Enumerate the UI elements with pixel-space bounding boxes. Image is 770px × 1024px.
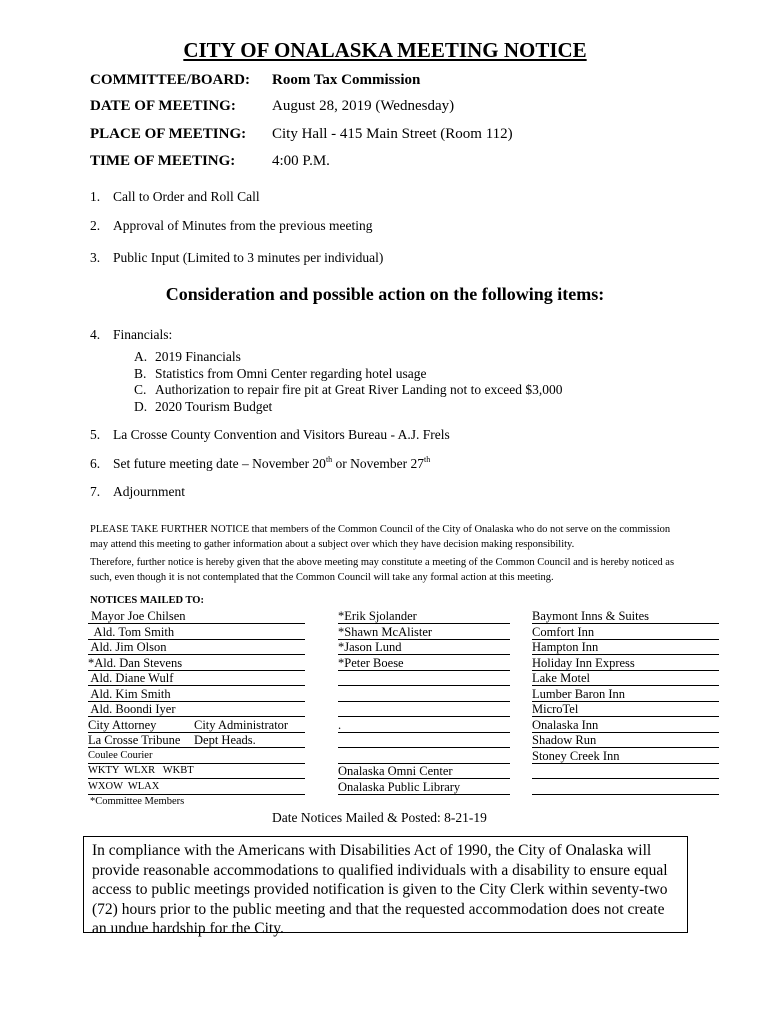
mailing-cell [338,780,510,795]
mailing-recipient: La Crosse Tribune [88,733,181,747]
mailing-cell [532,780,719,795]
mailing-recipient-secondary: City Administrator [194,717,289,732]
mailing-recipient: Comfort Inn [532,624,595,639]
mailing-recipient: MicroTel [532,702,579,716]
ordinal-suffix: th [424,455,431,464]
mailing-cell [338,702,510,717]
item-number: 3. [90,250,101,265]
agenda-item-3 [90,250,383,266]
sub-number: A. [134,349,148,364]
page-title: CITY OF ONALASKA MEETING NOTICE [183,38,587,62]
therefore-notice-paragraph: Therefore, further notice is hereby given that the above meeting may constitute a meeting of the Common Council and is hereby noticed as such, even though it is not contemplated that the Common Council will take any formal action at this meeting. [90,557,675,583]
mailing-cell [88,671,305,686]
mailing-cell [338,609,510,624]
mailing-recipient: City Attorney [88,717,157,732]
mailing-cell [88,749,305,764]
mailing-recipient: Ald. Kim Smith [88,686,171,701]
mailing-cell [532,749,719,764]
mailing-recipient: Lumber Baron Inn [532,686,626,701]
date-label: DATE OF MEETING: [90,98,236,114]
mailing-recipient-secondary: Dept Heads. [194,733,256,747]
mailing-recipient: *Shawn McAlister [338,624,433,639]
item-text: Public Input (Limited to 3 minutes per individual) [113,250,384,265]
sub-number: D. [134,399,148,414]
mailing-cell [88,687,305,702]
mailing-recipient: Hampton Inn [532,640,599,654]
mailing-recipient: Baymont Inns & Suites [532,609,650,623]
item-number: 6. [90,456,101,471]
mailing-recipient: Mayor Joe Chilsen [88,609,186,623]
mailing-cell [338,687,510,702]
mailing-cell [88,718,305,733]
agenda-item-1 [90,189,260,205]
mailing-cell [338,625,510,640]
sub-text: 2020 Tourism Budget [155,399,273,414]
mailing-cell [532,625,719,640]
item-text: Set future meeting date – November 20 [113,456,326,471]
mailing-cell [532,702,719,717]
committee-members-note: *Committee Members [90,796,185,807]
mailing-recipient: *Peter Boese [338,655,404,670]
mailing-cell [532,718,719,733]
committee-label: COMMITTEE/BOARD: [90,72,251,88]
mailing-cell [88,702,305,717]
sub-item-c [134,382,563,398]
mailing-cell [88,640,305,655]
mailing-recipient: Onalaska Public Library [338,779,461,794]
mailing-recipient: Onalaska Inn [532,717,599,732]
mailing-recipient: Stoney Creek Inn [532,748,620,763]
mailing-recipient: Ald. Boondi Iyer [88,702,176,716]
mailing-cell [88,625,305,640]
mailing-recipient: *Jason Lund [338,640,402,654]
mailing-recipient: Shadow Run [532,733,597,747]
mailing-cell [338,733,510,748]
mailing-cell [338,718,510,733]
item-number: 5. [90,427,101,442]
date-value: August 28, 2019 (Wednesday) [272,98,455,114]
mailing-cell [532,687,719,702]
item-text: Adjournment [113,484,185,499]
mailing-recipient: . [338,717,342,732]
agenda-item-4 [90,327,172,343]
time-value: 4:00 P.M. [272,153,330,169]
mailing-recipient: *Erik Sjolander [338,609,417,623]
item-number: 4. [90,327,101,342]
sub-text: 2019 Financials [155,349,241,364]
agenda-item-7 [90,484,185,500]
item-text: Call to Order and Roll Call [113,189,260,204]
mailing-cell [338,671,510,686]
mailing-cell [532,733,719,748]
agenda-item-6 [90,456,430,472]
mailing-recipient: Lake Motel [532,671,590,685]
mailing-recipient: Holiday Inn Express [532,655,635,670]
mailing-cell [338,749,510,764]
mailing-cell [532,671,719,686]
agenda-item-5 [90,427,450,443]
mailing-recipient: Ald. Tom Smith [88,624,175,639]
place-value: City Hall - 415 Main Street (Room 112) [272,126,513,142]
item-text: Approval of Minutes from the previous meeting [113,218,373,233]
mailing-recipient: Coulee Courier [88,749,153,761]
item-number: 7. [90,484,101,499]
mailing-cell [532,609,719,624]
sub-text: Statistics from Omni Center regarding hotel usage [155,366,427,381]
item-text-cont: or November 27 [332,456,425,471]
item-text: Financials: [113,327,173,342]
mailing-recipient: WKTY WLXR WKBT [88,765,194,776]
mailing-cell [338,656,510,671]
mailing-cell [88,764,305,779]
sub-item-b [134,366,426,382]
committee-value: Room Tax Commission [272,72,421,88]
ada-compliance-box: In compliance with the Americans with Disabilities Act of 1990, the City of Onalaska will provide reasonable accommodations to qualified individuals with a disability to ensure equal access to public meetings provided notification is given to the City Clerk within seventy-two (72) hours prior to the public meeting and that the requested accommodation does not create an undue hardship for the City. [83,836,688,933]
mailing-cell [88,780,305,795]
mailing-cell [532,656,719,671]
notices-mailed-heading: NOTICES MAILED TO: [90,595,204,606]
item-number: 1. [90,189,101,204]
time-label: TIME OF MEETING: [90,153,236,169]
sub-item-a [134,349,241,365]
sub-text: Authorization to repair fire pit at Great River Landing not to exceed $3,000 [155,382,563,397]
item-text: La Crosse County Convention and Visitors Bureau - A.J. Frels [113,427,450,442]
mailing-recipient: WXOW WLAX [88,780,160,792]
mailing-cell [532,764,719,779]
place-label: PLACE OF MEETING: [90,126,247,142]
mailing-cell [338,764,510,779]
mailing-recipient: Ald. Jim Olson [88,640,167,654]
sub-number: B. [134,366,147,381]
mailing-cell [88,733,305,748]
mailing-recipient: *Ald. Dan Stevens [88,655,183,670]
date-posted: Date Notices Mailed & Posted: 8-21-19 [272,810,487,825]
mailing-cell [88,609,305,624]
agenda-item-2 [90,218,372,234]
item-number: 2. [90,218,101,233]
mailing-cell [338,640,510,655]
ordinal-suffix: th [325,455,333,464]
mailing-recipient: Ald. Diane Wulf [88,671,174,685]
mailing-recipient: Onalaska Omni Center [338,764,453,778]
mailing-cell [532,640,719,655]
sub-number: C. [134,382,147,397]
mailing-cell [88,656,305,671]
consideration-heading: Consideration and possible action on the following items: [165,284,605,304]
further-notice-paragraph: PLEASE TAKE FURTHER NOTICE that members of the Common Council of the City of Onalaska who do not serve on the commission may attend this meeting to gather information about a subject over which they have decision making responsibility. [90,524,671,550]
sub-item-d [134,399,272,415]
